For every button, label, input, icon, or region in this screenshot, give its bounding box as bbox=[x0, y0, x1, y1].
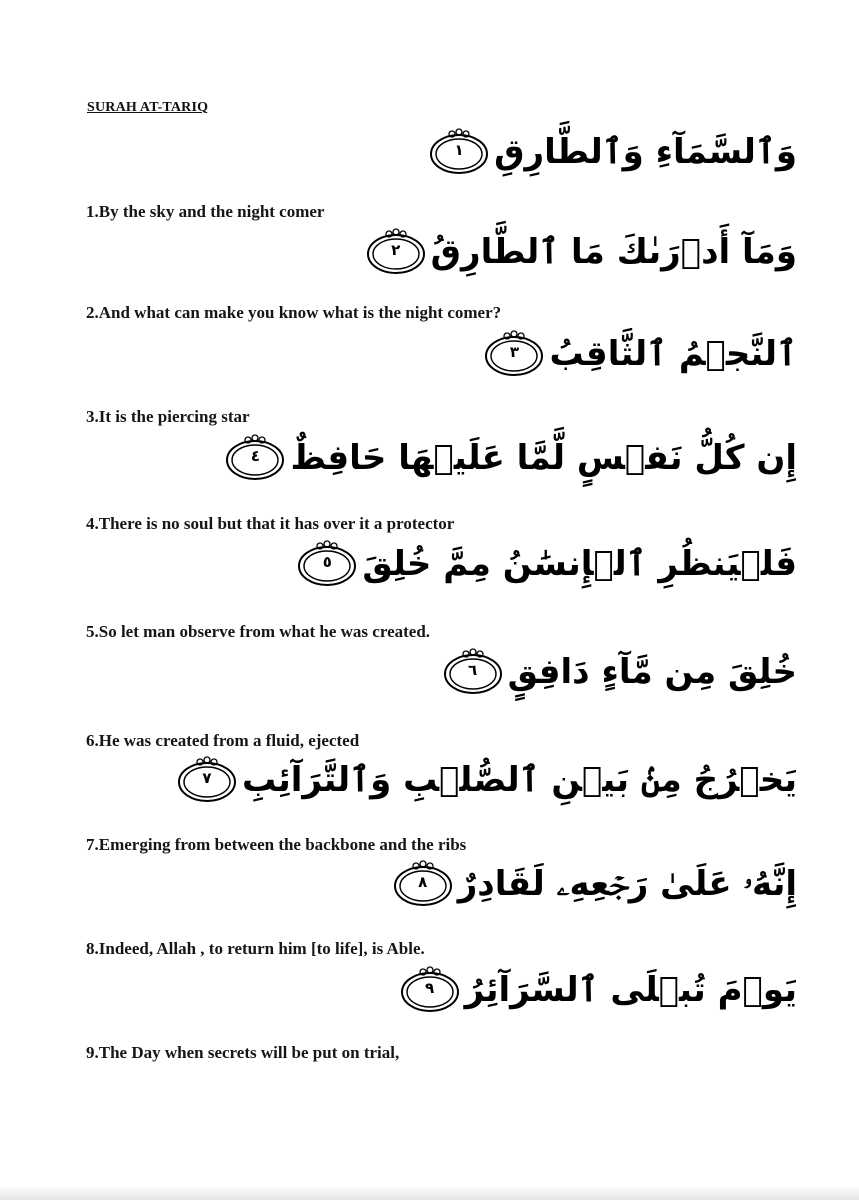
ayah-marker-icon bbox=[428, 128, 490, 176]
arabic-verse-line bbox=[296, 540, 797, 588]
ayah-number: ٥ bbox=[322, 553, 332, 571]
arabic-verse-line bbox=[365, 228, 797, 276]
verse-translation: 6.He was created from a fluid, ejected bbox=[86, 731, 360, 750]
verse-translation: 5.So let man observe from what he was created. bbox=[86, 622, 431, 641]
ayah-number: ٧ bbox=[202, 769, 212, 787]
document-title: SURAH AT-TARIQ bbox=[87, 100, 209, 115]
ayah-number: ٩ bbox=[425, 979, 435, 997]
verse-translation: 4.There is no soul but that it has over it a protector bbox=[86, 514, 455, 533]
verse-translation: 7.Emerging from between the backbone and the ribs bbox=[86, 835, 467, 854]
ayah-marker-icon bbox=[224, 434, 286, 482]
ayah-number: ٢ bbox=[391, 241, 401, 259]
ayah-marker-icon bbox=[392, 860, 454, 908]
arabic-verse-line bbox=[176, 756, 797, 804]
ayah-number: ٦ bbox=[468, 661, 478, 679]
verse-translation: 9.The Day when secrets will be put on trial, bbox=[86, 1043, 400, 1062]
verse-translation: 8.Indeed, Allah , to return him [to life], is Able. bbox=[86, 939, 425, 958]
ayah-number: ٨ bbox=[418, 873, 428, 891]
arabic-verse-text: وَٱلسَّمَآءِ وَٱلطَّارِقِ bbox=[494, 132, 797, 172]
arabic-verse-text: إِن كُلُّ نَفۡسٍ لَّمَّا عَلَيۡهَا حَافِظٌ bbox=[290, 438, 797, 478]
ayah-marker-icon bbox=[483, 330, 545, 378]
arabic-verse-line bbox=[428, 128, 797, 176]
arabic-verse-text: فَلۡيَنظُرِ ٱلۡإِنسَٰنُ مِمَّ خُلِقَ bbox=[362, 544, 797, 584]
ayah-number: ١ bbox=[454, 141, 464, 159]
arabic-verse-text: إِنَّهُۥ عَلَىٰ رَجۡعِهِۦ لَقَادِرٌ bbox=[457, 864, 797, 904]
ayah-number: ٤ bbox=[250, 447, 261, 465]
ayah-marker-icon bbox=[296, 540, 358, 588]
arabic-verse-text: ٱلنَّجۡمُ ٱلثَّاقِبُ bbox=[549, 334, 797, 374]
arabic-verse-line bbox=[392, 860, 797, 908]
arabic-verse-text: يَوۡمَ تُبۡلَى ٱلسَّرَآئِرُ bbox=[464, 970, 797, 1010]
ayah-marker-icon bbox=[442, 648, 504, 696]
arabic-verse-line bbox=[399, 966, 797, 1014]
verse-translation: 2.And what can make you know what is the night comer? bbox=[86, 303, 502, 322]
page-bottom-shadow bbox=[0, 1186, 859, 1200]
ayah-marker-icon bbox=[399, 966, 461, 1014]
ayah-number: ٣ bbox=[509, 343, 520, 361]
arabic-verse-text: خُلِقَ مِن مَّآءٍ دَافِقٍ bbox=[507, 652, 797, 692]
arabic-verse-line bbox=[442, 648, 797, 696]
arabic-verse-text: وَمَآ أَدۡرَىٰكَ مَا ٱلطَّارِقُ bbox=[430, 232, 797, 272]
arabic-verse-text: يَخۡرُجُ مِنۢ بَيۡنِ ٱلصُّلۡبِ وَٱلتَّرَآئِبِ bbox=[241, 760, 797, 800]
ayah-marker-icon bbox=[365, 228, 427, 276]
arabic-verse-line bbox=[483, 330, 797, 378]
ayah-marker-icon bbox=[176, 756, 238, 804]
verse-translation: 1.By the sky and the night comer bbox=[86, 202, 325, 221]
verse-translation: 3.It is the piercing star bbox=[86, 407, 250, 426]
arabic-verse-line bbox=[224, 434, 797, 482]
